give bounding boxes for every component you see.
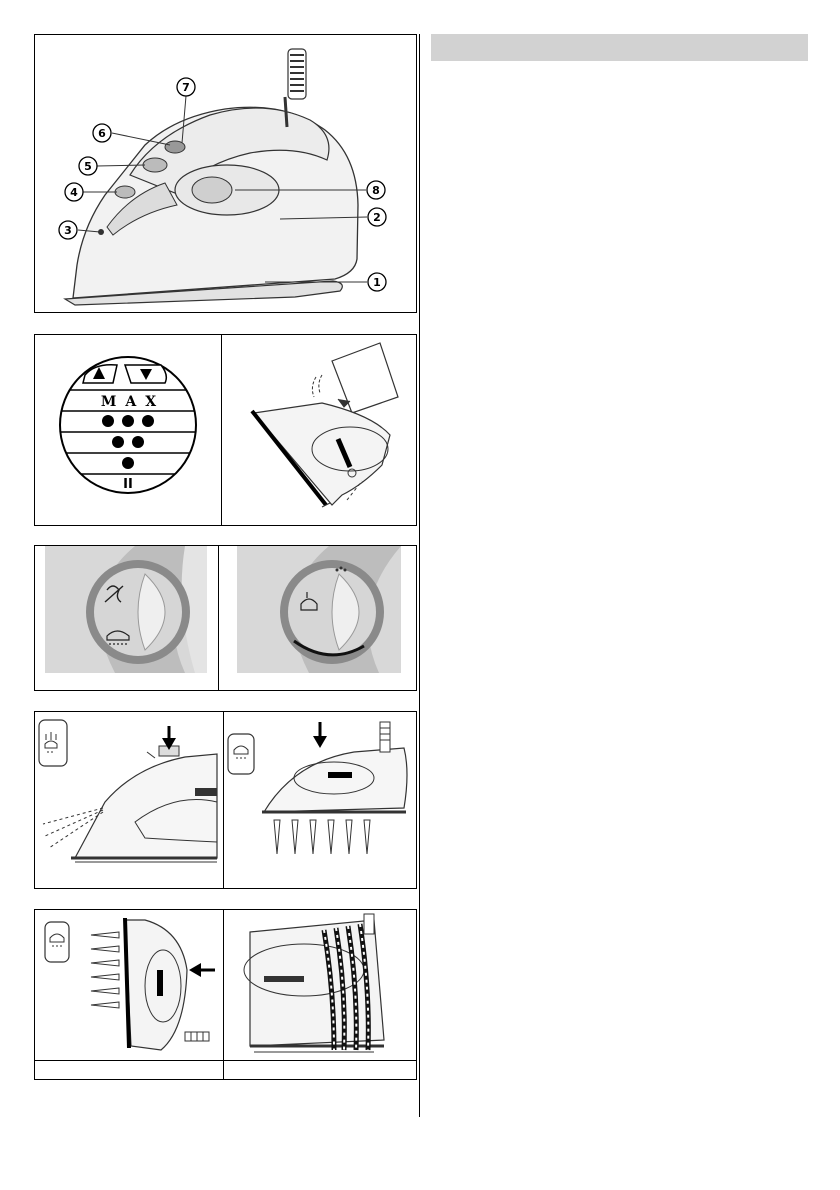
callout-5 — [79, 157, 97, 175]
steam-off-photo-cell — [35, 546, 219, 690]
dial-off-label: II — [123, 477, 133, 492]
callout-8 — [367, 181, 385, 199]
svg-text:8: 8 — [372, 184, 380, 197]
section-header-bar — [431, 34, 808, 61]
figure-steam-selector — [34, 545, 417, 691]
figure-vertical-and-storage — [34, 909, 417, 1080]
steam-burst-cell — [224, 712, 416, 888]
spray-illustration — [35, 712, 224, 888]
svg-text:5: 5 — [84, 160, 92, 173]
vertical-steam-cell — [35, 910, 224, 1079]
callout-3 — [59, 221, 77, 239]
steam-burst-illustration — [224, 712, 416, 888]
svg-text:6: 6 — [98, 127, 106, 140]
steam-off-photo — [35, 546, 219, 690]
one-dot-icon — [122, 457, 134, 469]
cord-storage-cell — [224, 910, 416, 1079]
caption-row — [35, 1060, 416, 1079]
temp-up-icon — [83, 365, 117, 383]
svg-text:4: 4 — [70, 186, 78, 199]
spray-cell — [35, 712, 224, 888]
filling-cell — [222, 335, 416, 525]
callout-6 — [93, 124, 111, 142]
figure-iron-overview — [34, 34, 417, 313]
filling-water-illustration — [222, 335, 416, 525]
temperature-dial-cell — [35, 335, 222, 525]
steam-on-photo — [219, 546, 416, 690]
iron-overview-illustration — [35, 35, 416, 312]
callout-2 — [368, 208, 386, 226]
figure-dial-and-filling — [34, 334, 417, 526]
callout-1 — [368, 273, 386, 291]
callout-4 — [65, 183, 83, 201]
svg-text:1: 1 — [373, 276, 381, 289]
steam-on-photo-cell — [219, 546, 416, 690]
vertical-steam-illustration — [35, 910, 224, 1060]
temp-down-icon — [125, 365, 166, 383]
svg-text:2: 2 — [373, 211, 381, 224]
svg-text:3: 3 — [64, 224, 72, 237]
figure-spray-and-burst — [34, 711, 417, 889]
cord-storage-illustration — [224, 910, 416, 1060]
callout-7 — [177, 78, 195, 96]
column-divider — [419, 34, 420, 1117]
temperature-dial-illustration — [35, 335, 221, 525]
three-dots-icon — [102, 415, 154, 427]
svg-text:7: 7 — [182, 81, 190, 94]
dial-max-label: MAX — [100, 394, 166, 410]
